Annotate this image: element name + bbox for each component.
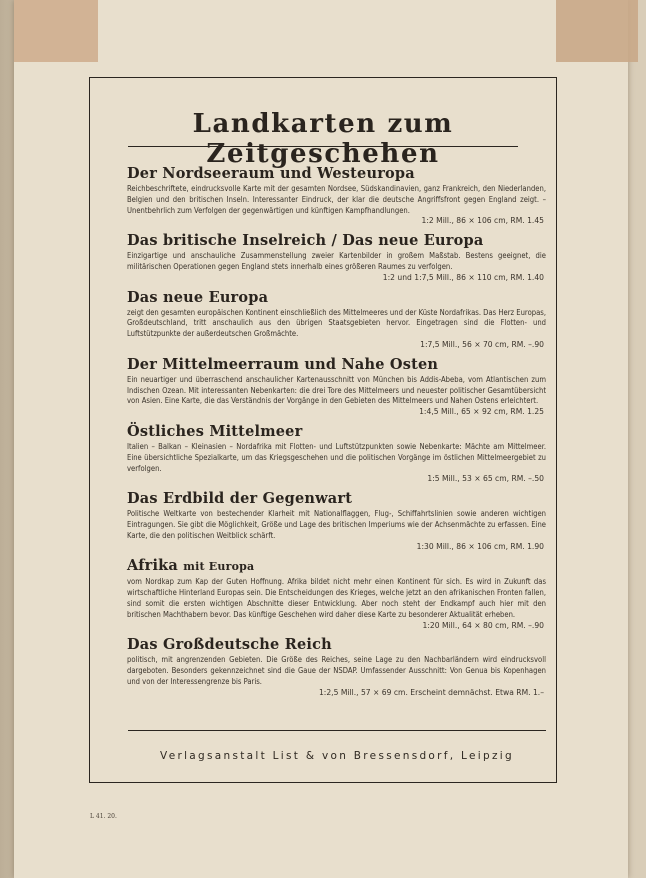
entry-price: 1:2,5 Mill., 57 × 69 cm. Erscheint demnächst. Etwa RM. 1.– <box>318 687 544 697</box>
entry-description: Italien – Balkan – Kleinasien – Nordafrika mit Flotten- und Luftstützpunkten sowie Nebenkarte: Mächte am Mittelmeer. Eine übersichtliche Spezialkarte, um das Kriegsgeschehen und die politischen Vorgänge im östlichen Mittelmeergebiet zu verfolgen. <box>127 441 546 473</box>
entry-price: 1:7,5 Mill., 56 × 70 cm, RM. –.90 <box>420 339 544 349</box>
publisher-line: Verlagsanstalt List & von Bressensdorf, Leipzig <box>160 750 514 762</box>
entry-description: Einzigartige und anschauliche Zusammenstellung zweier Kartenbilder in großem Maßstab. Bestens geeignet, die militärischen Operationen gegen England stets innerhalb eines größeren Raumes zu verfolgen. <box>127 251 546 271</box>
map-entry-inselreich <box>127 231 546 283</box>
entry-heading-main: Afrika <box>127 557 179 575</box>
entry-price: 1:4,5 Mill., 65 × 92 cm, RM. 1.25 <box>419 407 544 417</box>
entry-description: vom Nordkap zum Kap der Guten Hoffnung. Afrika bildet nicht mehr einen Kontinent für sich. Es wird in Zukunft das wirtschaftliche Hinterland Europas sein. Die Entscheidungen des Krieges, welche jetzt an den afrikanischen Fronten fallen, sind somit die ersten wichtigen Abschnitte dieser Entwicklung. Aber noch steht der Endkampf auch hier mit den britischen Machthabern bevor. Das künftige Geschehen wird daher diese Karte zu besonderer Aktualität erheben. <box>127 577 546 619</box>
entry-price: 1:2 und 1:7,5 Mill., 86 × 110 cm, RM. 1.40 <box>382 272 544 282</box>
entry-description: zeigt den gesamten europäischen Kontinent einschließlich des Mittelmeeres und der Küste Nordafrikas. Das Herz Europas, Großdeutschland, tritt anschaulich aus den übrigen Staatsgebieten hervor. Eingetragen sind die Flotten- und Luftstützpunkte der außerdeutschen Großmächte. <box>127 307 546 339</box>
entry-price: 1:2 Mill., 86 × 106 cm, RM. 1.45 <box>421 216 544 226</box>
entry-heading: Das Großdeutsche Reich <box>127 636 332 654</box>
entry-heading: Das neue Europa <box>127 288 269 306</box>
tape-strip-right <box>556 0 638 62</box>
entry-heading-sub: mit Europa <box>183 560 255 574</box>
advertisement-frame <box>89 77 557 783</box>
entry-heading <box>127 556 546 577</box>
entry-heading: Das britische Inselreich / Das neue Europa <box>127 232 484 250</box>
entry-description: politisch, mit angrenzenden Gebieten. Die Größe des Reiches, seine Lage zu den Nachbarländern wird eindrucksvoll dargeboten. Besonders gekennzeichnet sind die Gaue der NSDAP. Umfassender Ausschnitt: Von Genua bis Kopenhagen und von der Interessengrenze bis Paris. <box>127 655 546 686</box>
entry-description: Ein neuartiger und überraschend anschaulicher Kartenausschnitt von München bis Addis-Abeba, vom Atlantischen zum Indischen Ozean. Mit interessanten Nebenkarten: die drei Tore des Mittelmeers und neuester politischer Gesamtübersicht von Asien. Eine Karte, die das Verständnis der Vorgänge in den Gebieten des Mittelmeers und Nahen Ostens erleichtert. <box>127 374 546 406</box>
tape-strip-left <box>14 0 98 62</box>
map-entry-mittelmeerraum <box>127 355 546 418</box>
map-entry-neues-europa <box>127 288 546 351</box>
page-title: Landkarten zum Zeitgeschehen <box>192 109 454 169</box>
entry-description: Reichbeschriftete, eindrucksvolle Karte mit der gesamten Nordsee, Südskandinavien, ganz Frankreich, den Niederlanden, Belgien und den britischen Inseln. Interessanter Eindruck, der klar die deutsche Angriffsfront gegen England zeigt. – Unentbehrlich zum Verfolgen der gegenwärtigen und künftigen Kampfhandlungen. <box>127 184 546 215</box>
map-entry-afrika <box>127 556 546 631</box>
entry-heading: Östliches Mittelmeer <box>127 422 303 440</box>
print-code: L 41. 20. <box>90 813 117 820</box>
entry-price: 1:5 Mill., 53 × 65 cm, RM. –.50 <box>427 474 544 484</box>
map-entry-grossdeutsches-reich <box>127 635 546 698</box>
map-list <box>127 164 546 703</box>
entry-heading: Der Nordseeraum und Westeuropa <box>127 165 415 182</box>
publisher-rule <box>128 730 546 731</box>
entry-price: 1:30 Mill., 86 × 106 cm, RM. 1.90 <box>416 541 544 551</box>
map-entry-nordseeraum <box>127 164 546 227</box>
entry-heading: Der Mittelmeerraum und Nahe Osten <box>127 355 439 373</box>
entry-description: Politische Weltkarte von bestechender Klarheit mit Nationalflaggen, Flug-, Schiffahrtslinien sowie anderen wichtigen Eintragungen. Sie gibt die Möglichkeit, Größe und Lage des britischen Imperiums wie der Achsenmächte zu erfassen. Eine Karte, die den politischen Weitblick schärft. <box>127 509 546 540</box>
title-rule <box>128 146 518 147</box>
map-entry-oestliches-mittelmeer <box>127 422 546 485</box>
map-entry-erdbild <box>127 489 546 552</box>
entry-heading: Das Erdbild der Gegenwart <box>127 490 353 508</box>
entry-price: 1:20 Mill., 64 × 80 cm, RM. –.90 <box>422 620 544 630</box>
